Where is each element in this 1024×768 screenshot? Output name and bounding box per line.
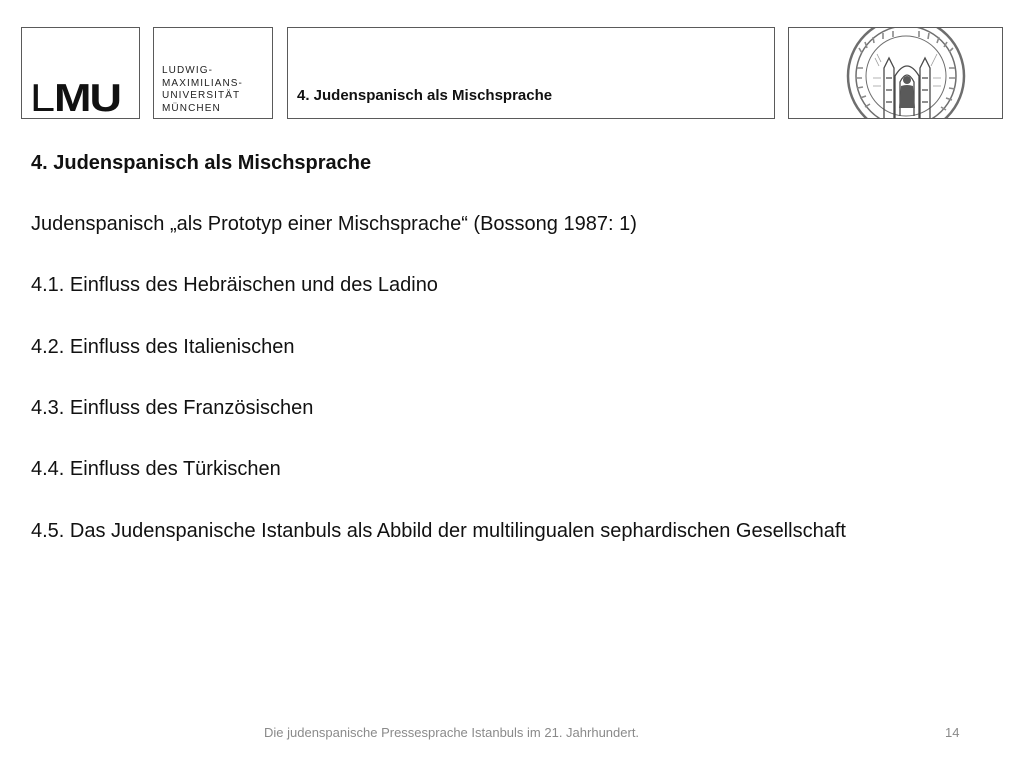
content-line-4-1: 4.1. Einfluss des Hebräischen und des Ladino: [31, 274, 438, 296]
lmu-logo-mu: MU: [54, 75, 121, 120]
lmu-logo-box: [21, 27, 140, 119]
university-name-box: [153, 27, 273, 119]
university-name-line-3: UNIVERSITÄT: [162, 90, 241, 101]
footer-text: Die judenspanische Pressesprache Istanbuls im 21. Jahrhundert.: [264, 725, 640, 740]
university-seal-icon: [789, 28, 1003, 119]
content-line-4-4: 4.4. Einfluss des Türkischen: [31, 458, 281, 480]
content-line-prototype: Judenspanisch „als Prototyp einer Mischsprache“ (Bossong 1987: 1): [31, 213, 637, 235]
header-title-box: [287, 27, 775, 119]
university-name: [162, 65, 243, 115]
page-number: 14: [945, 725, 960, 740]
lmu-logo: [30, 75, 121, 120]
university-name-line-4: MÜNCHEN: [162, 102, 221, 114]
content-line-4-5: 4.5. Das Judenspanische Istanbuls als Abbild der multilingualen sephardischen Gesellschaft: [31, 520, 846, 542]
header-title: 4. Judenspanisch als Mischsprache: [297, 87, 553, 104]
lmu-logo-l: L: [30, 75, 55, 120]
content-line-4-3: 4.3. Einfluss des Französischen: [31, 397, 314, 419]
slide-heading: 4. Judenspanisch als Mischsprache: [31, 152, 372, 174]
content-line-4-2: 4.2. Einfluss des Italienischen: [31, 336, 295, 358]
seal-box: [788, 27, 1003, 119]
university-name-line-2: MAXIMILIANS-: [162, 77, 243, 89]
university-name-line-1: LUDWIG-: [162, 65, 214, 76]
